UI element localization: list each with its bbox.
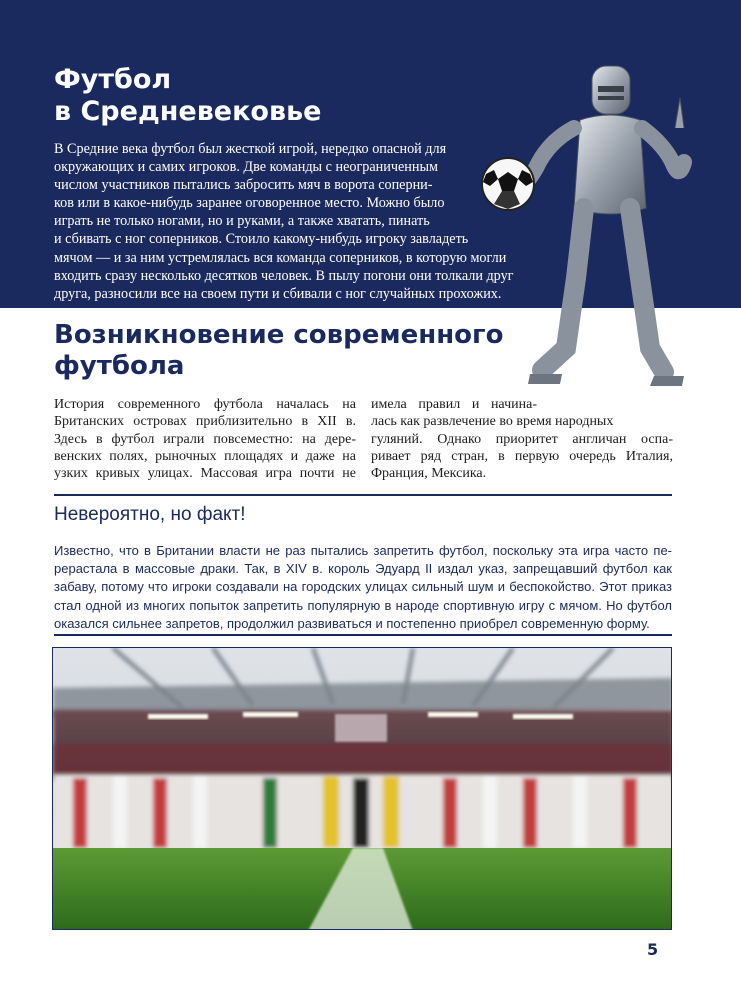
text-line: ков или в какое-нибудь заранее оговоренное место. Можно было xyxy=(54,195,445,212)
text-line: мячом — и за ним устремлялась вся команда соперников, в которую могли xyxy=(54,249,507,266)
text-line: Здесь в футбол играли повсеместно: на дере- xyxy=(54,431,356,447)
page-number: 5 xyxy=(647,940,659,959)
fact-title: Невероятно, но факт! xyxy=(54,504,246,525)
soccer-ball-icon xyxy=(482,158,534,210)
title-line: Возникновение современного xyxy=(54,320,504,350)
text-line: Британских островах приблизительно в XII в. xyxy=(54,414,356,430)
text-line: В Средние века футбол был жесткой игрой, нередко опасной для xyxy=(54,141,447,157)
text-line: числом участников пытались забросить мяч в ворота соперни- xyxy=(54,177,433,194)
stadium-illustration xyxy=(53,648,672,930)
text-line: гуляний. Однако приоритет англичан оспа- xyxy=(371,431,673,447)
text-line: и сбивать с ног соперников. Стоило какому-нибудь игроку завладеть xyxy=(54,231,469,248)
fact-bottom-divider xyxy=(54,634,672,636)
text-line: забаву, потому что игроки создавали на городских улицах сильный шум и беспокойство. Этот приказ xyxy=(54,579,672,595)
modern-text-left-column xyxy=(54,396,356,482)
text-line: друга, разносили все на своем пути и сбивали с ног случайных прохожих. xyxy=(54,285,502,302)
title-line: в Средневековье xyxy=(54,96,322,127)
modern-text-right-column xyxy=(371,396,673,482)
section-title-medieval xyxy=(54,64,321,128)
knight-with-ball-illustration xyxy=(470,58,710,398)
text-line: окружающих и самих игроков. Две команды с неограниченным xyxy=(54,159,438,176)
text-line: ривает ряд стран, в первую очередь Италия, xyxy=(371,448,673,464)
text-line: Франция, Мексика. xyxy=(371,466,487,482)
text-line: рерастала в массовые драки. Так, в XIV в. король Эдуард II издал указ, запрещавший футбол как xyxy=(54,561,672,577)
text-line: играть не только ногами, но и руками, а также хватать, пинать xyxy=(54,213,430,230)
title-line: Футбол xyxy=(54,64,172,95)
text-line: Известно, что в Британии власти не раз пытались запретить футбол, поскольку эта игра часто пе- xyxy=(54,543,672,558)
stadium-photo xyxy=(52,647,672,930)
text-line: венских полях, рыночных площадях и даже на xyxy=(54,448,356,464)
text-line: узких кривых улицах. Массовая игра почти не xyxy=(54,466,356,482)
text-line: лась как развлечение во время народных xyxy=(371,414,614,430)
fact-paragraph xyxy=(54,542,672,633)
title-line: футбола xyxy=(54,351,185,381)
fact-top-divider xyxy=(54,494,672,496)
text-line: оказался сильнее запретов, продолжил развиваться и постепенно приобрел современную форму. xyxy=(54,615,650,631)
players-row xyxy=(53,774,672,854)
text-line: стал одной из многих попыток запретить популярную в народе спортивную игру с мячом. Но футбол xyxy=(54,597,672,613)
crowd xyxy=(53,744,672,774)
section-title-modern xyxy=(54,320,504,382)
text-line: входить сразу несколько десятков человек. В пылу погони они толкали друг xyxy=(54,267,514,284)
medieval-paragraph xyxy=(54,140,534,303)
text-line: История современного футбола началась на xyxy=(54,397,356,412)
text-line: имела правил и начина- xyxy=(371,397,537,412)
scoreboard xyxy=(335,714,387,742)
